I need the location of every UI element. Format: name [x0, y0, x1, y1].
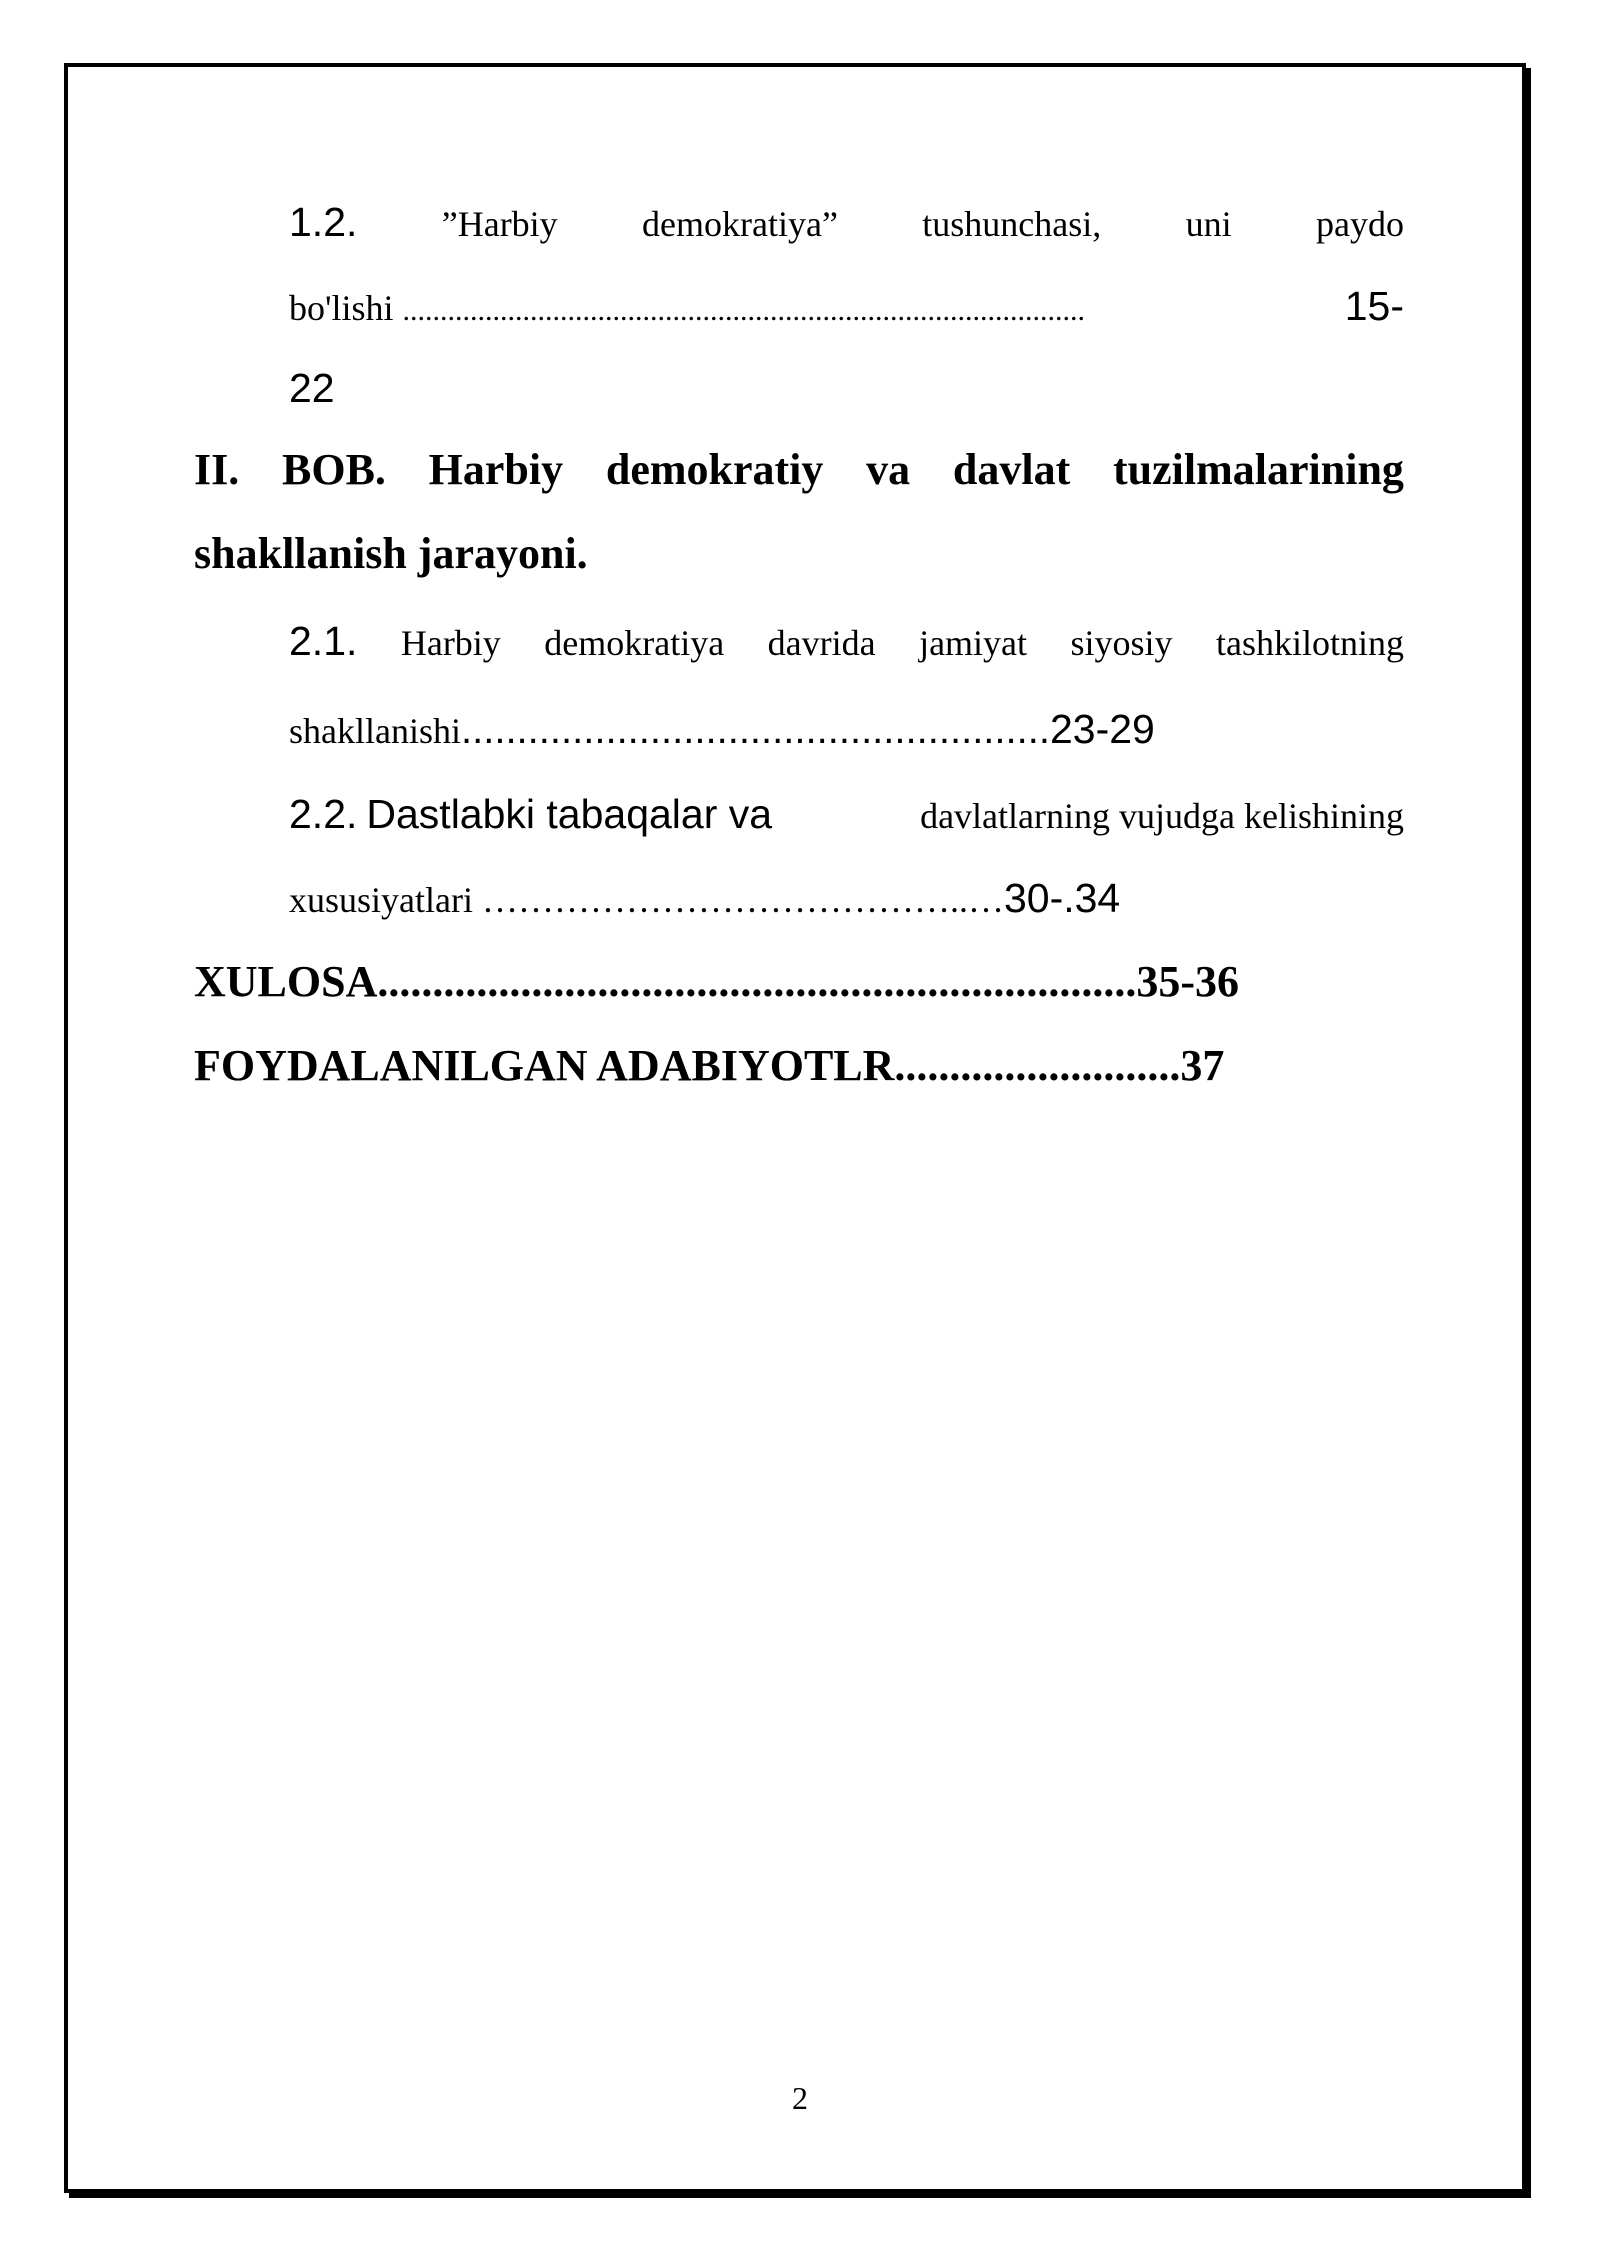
toc-item-title-part: davlatlarning vujudga kelishining: [920, 796, 1404, 836]
toc-item-word: ”Harbiy: [441, 204, 558, 244]
toc-chapter-word: tuzilmalarining: [1113, 445, 1404, 494]
page-number: 2: [792, 2080, 808, 2116]
toc-item-2-2-line1: [194, 772, 1404, 856]
toc-item-title-cont: shakllanishi: [289, 711, 461, 751]
toc-item-word: paydo: [1315, 204, 1404, 244]
toc-item-title-start: [289, 772, 772, 858]
toc-item-1-2-line1: [194, 180, 1404, 264]
toc-item-word: davrida: [767, 623, 876, 663]
toc-references: [194, 1024, 1404, 1108]
toc-dot-leader: ..........................: [894, 1041, 1181, 1090]
toc-item-title-part: Dastlabki tabaqalar va: [366, 791, 773, 837]
toc-references-label: FOYDALANILGAN ADABIYOTLR: [194, 1041, 895, 1090]
toc-item-pages-cont: 22: [289, 365, 335, 411]
toc-item-word: demokratiya: [544, 623, 725, 663]
toc-chapter-2-line2: [194, 512, 1404, 596]
toc-item-pages: 23-29: [1050, 706, 1155, 752]
toc-item-title-cont: xususiyatlari: [289, 880, 482, 920]
toc-chapter-2-line1: [194, 428, 1404, 512]
toc-conclusion-label: XULOSA: [194, 957, 378, 1006]
toc-chapter-word: demokratiy: [605, 445, 824, 494]
toc-dot-leader: .....................................................: [460, 708, 1050, 752]
toc-chapter-word: BOB.: [282, 445, 386, 494]
toc-item-word: jamiyat: [919, 623, 1028, 663]
toc-item-1-2-line2: [194, 264, 1404, 348]
toc-item-title-cont: bo'lishi: [289, 288, 403, 328]
toc-dot-leader: …………………………………..…: [481, 880, 1004, 920]
toc-item-number: 2.1.: [289, 618, 358, 664]
toc-conclusion-pages: 35-36: [1136, 957, 1240, 1006]
toc-item-2-1-line1: [194, 596, 1404, 686]
toc-chapter-title-cont: shakllanish jarayoni.: [194, 529, 588, 578]
toc-item-number: 2.2.: [289, 791, 358, 837]
toc-item-word: tashkilotning: [1215, 623, 1404, 663]
toc-chapter-word: II.: [194, 445, 240, 494]
toc-item-2-2-line2: [194, 856, 1404, 940]
toc-item-1-2-line3: [194, 348, 1404, 428]
toc-item-pages: 15-: [1344, 283, 1404, 329]
toc-item-pages: 30-.34: [1003, 875, 1121, 921]
toc-chapter-word: va: [866, 445, 911, 494]
toc-chapter-word: Harbiy: [428, 445, 564, 494]
toc-item-word: tushunchasi,: [922, 204, 1102, 244]
toc-conclusion: [194, 940, 1404, 1024]
toc-item-word: demokratiya”: [642, 204, 838, 244]
toc-item-word: Harbiy: [400, 623, 501, 663]
toc-item-number: 1.2.: [289, 199, 358, 245]
toc-item-word: uni: [1185, 204, 1232, 244]
toc-chapter-word: davlat: [952, 445, 1071, 494]
toc-dot-leader: .....................................................................: [377, 957, 1137, 1006]
toc-dot-leader: ...........................................................................................: [402, 294, 1086, 327]
table-of-contents: [194, 180, 1404, 1108]
toc-references-pages: 37: [1180, 1041, 1225, 1090]
toc-item-word: siyosiy: [1070, 623, 1173, 663]
toc-item-2-1-line2: [194, 686, 1404, 772]
